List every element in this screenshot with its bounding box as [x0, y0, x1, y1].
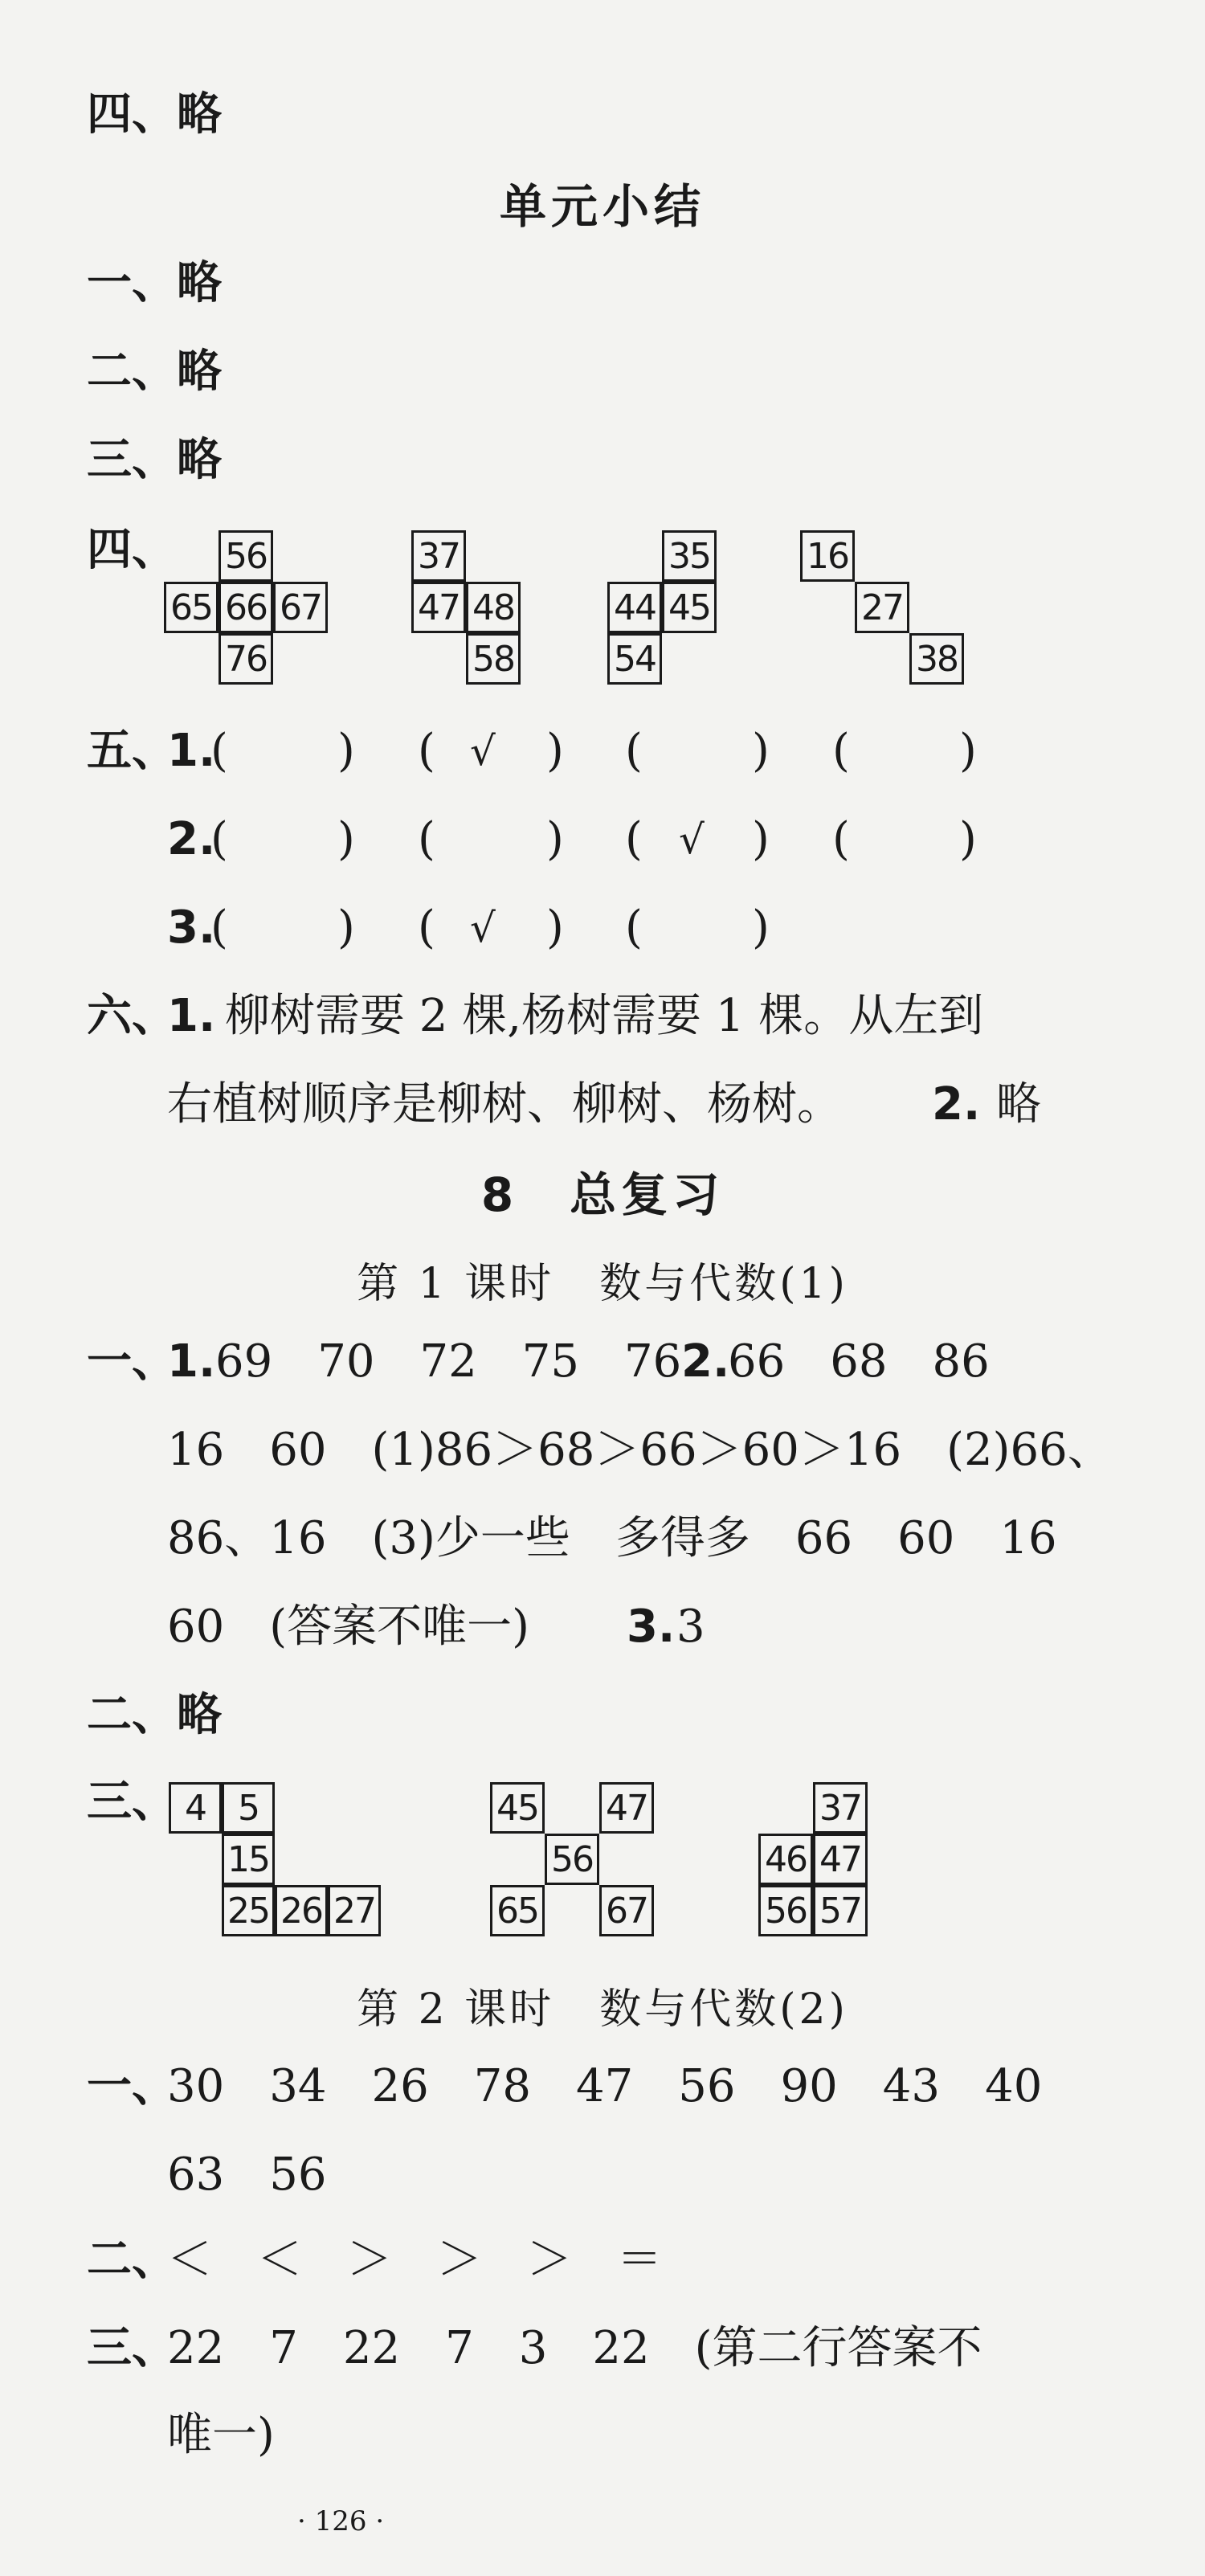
- grid-cell: 26: [275, 1885, 328, 1936]
- answer-paren-left: (: [418, 813, 435, 865]
- answer-mark: √: [470, 728, 496, 775]
- answer-paren-left: (: [625, 725, 643, 777]
- lesson-2-q3-label: 三、: [87, 2322, 177, 2374]
- grid-cell: 27: [328, 1885, 381, 1936]
- prev-section-item-4: 四、略: [87, 88, 222, 141]
- lesson-1-q1-line-4: 60 (答案不唯一): [167, 1601, 529, 1653]
- grid-cell: 56: [758, 1885, 813, 1936]
- lesson-2-q1-label: 一、: [87, 2060, 177, 2112]
- lesson-1-q2: 二、略: [87, 1689, 222, 1741]
- answer-paren-left: (: [832, 813, 850, 865]
- grid-cell: 37: [813, 1782, 868, 1834]
- answer-paren-right: ): [752, 902, 770, 954]
- lesson-1-q1-line-1b: 66 68 86: [728, 1335, 990, 1388]
- answer-paren-left: (: [418, 902, 435, 954]
- grid-cell: 54: [607, 633, 662, 685]
- lesson-1-q1-line-1: 69 70 72 75 76: [215, 1335, 682, 1388]
- unit-summary-item-3: 三、略: [87, 434, 222, 486]
- lesson-1-title: 第 1 课时 数与代数(1): [357, 1260, 848, 1308]
- unit-summary-item-2: 二、略: [87, 346, 222, 398]
- grid-cell: 66: [219, 582, 273, 633]
- unit-summary-title: 单元小结: [499, 179, 705, 234]
- grid-cell: 67: [599, 1885, 654, 1936]
- answer-paren-right: ): [546, 902, 564, 954]
- grid-cell: 27: [855, 582, 909, 633]
- answer-paren-left: (: [418, 725, 435, 777]
- grid-cell: 67: [273, 582, 328, 633]
- grid-cell: 37: [411, 530, 466, 582]
- answer-mark: √: [679, 816, 705, 863]
- choice-row-number: 3.: [167, 902, 216, 954]
- lesson-2-q3-line-2: 唯一): [167, 2409, 275, 2461]
- grid-cell: 56: [219, 530, 273, 582]
- lesson-1-q1-line-3: 86、16 (3)少一些 多得多 66 60 16: [167, 1512, 1057, 1564]
- grid-cell: 76: [219, 633, 273, 685]
- item-6-line-1: 柳树需要 2 棵,杨树需要 1 棵。从左到: [225, 990, 984, 1042]
- grid-cell: 65: [490, 1885, 545, 1936]
- unit-summary-item-1: 一、略: [87, 257, 222, 309]
- unit-summary-item-5-label: 五、: [87, 725, 177, 777]
- grid-cell: 45: [662, 582, 717, 633]
- grid-cell: 15: [222, 1834, 275, 1885]
- lesson-1-q1-answer-3: 3: [676, 1601, 705, 1653]
- grid-cell: 44: [607, 582, 662, 633]
- grid-cell: 47: [599, 1782, 654, 1834]
- grid-cell: 35: [662, 530, 717, 582]
- answer-mark: √: [470, 905, 496, 951]
- answer-paren-left: (: [625, 813, 643, 865]
- lesson-1-q1-number-1: 1.: [167, 1335, 216, 1388]
- answer-paren-right: ): [752, 725, 770, 777]
- lesson-2-q3-line-1: 22 7 22 7 3 22 (第二行答案不: [167, 2322, 982, 2374]
- answer-paren-left: (: [832, 725, 850, 777]
- answer-paren-right: ): [752, 813, 770, 865]
- grid-cell: 38: [909, 633, 964, 685]
- item-6-answer-2: 略: [996, 1078, 1041, 1131]
- answer-paren-left: (: [625, 902, 643, 954]
- page-number: · 126 ·: [297, 2505, 385, 2537]
- lesson-2-q1-line-1: 30 34 26 78 47 56 90 43 40: [167, 2060, 1043, 2112]
- grid-cell: 58: [466, 633, 521, 685]
- choice-row-number: 2.: [167, 813, 216, 865]
- grid-cell: 47: [813, 1834, 868, 1885]
- lesson-1-q1-label: 一、: [87, 1335, 177, 1388]
- item-6-number-2: 2.: [932, 1078, 981, 1131]
- answer-paren-right: ): [337, 813, 355, 865]
- lesson-1-q1-number-2: 2.: [681, 1335, 730, 1388]
- lesson-2-q1-line-2: 63 56: [167, 2149, 327, 2201]
- grid-cell: 5: [222, 1782, 275, 1834]
- answer-paren-left: (: [210, 902, 228, 954]
- unit-summary-item-4-label: 四、: [87, 524, 177, 576]
- answer-paren-right: ): [959, 813, 977, 865]
- lesson-1-q3-label: 三、: [87, 1776, 177, 1828]
- item-6-number-1: 1.: [167, 990, 216, 1042]
- unit-summary-item-6-label: 六、: [87, 990, 177, 1042]
- answer-paren-right: ): [959, 725, 977, 777]
- grid-cell: 48: [466, 582, 521, 633]
- grid-cell: 57: [813, 1885, 868, 1936]
- grid-cell: 65: [164, 582, 219, 633]
- answer-paren-right: ): [337, 725, 355, 777]
- lesson-1-q1-line-2: 16 60 (1)86＞68＞66＞60＞16 (2)66、: [167, 1424, 1113, 1476]
- grid-cell: 25: [222, 1885, 275, 1936]
- grid-cell: 47: [411, 582, 466, 633]
- grid-cell: 46: [758, 1834, 813, 1885]
- choice-row-number: 1.: [167, 725, 216, 777]
- chapter-title: 8 总复习: [480, 1167, 725, 1222]
- lesson-1-q1-number-3: 3.: [627, 1601, 676, 1653]
- answer-paren-right: ): [546, 813, 564, 865]
- grid-cell: 4: [169, 1782, 222, 1834]
- item-6-line-2: 右植树顺序是柳树、柳树、杨树。: [167, 1078, 842, 1131]
- grid-cell: 45: [490, 1782, 545, 1834]
- lesson-2-q2-label: 二、: [87, 2234, 177, 2286]
- lesson-2-title: 第 2 课时 数与代数(2): [357, 1985, 848, 2034]
- answer-paren-left: (: [210, 725, 228, 777]
- answer-paren-right: ): [546, 725, 564, 777]
- answer-paren-left: (: [210, 813, 228, 865]
- answer-paren-right: ): [337, 902, 355, 954]
- lesson-2-q2-answers: ＜ ＜ ＞ ＞ ＞ ＝: [167, 2234, 662, 2286]
- grid-cell: 56: [545, 1834, 599, 1885]
- grid-cell: 16: [800, 530, 855, 582]
